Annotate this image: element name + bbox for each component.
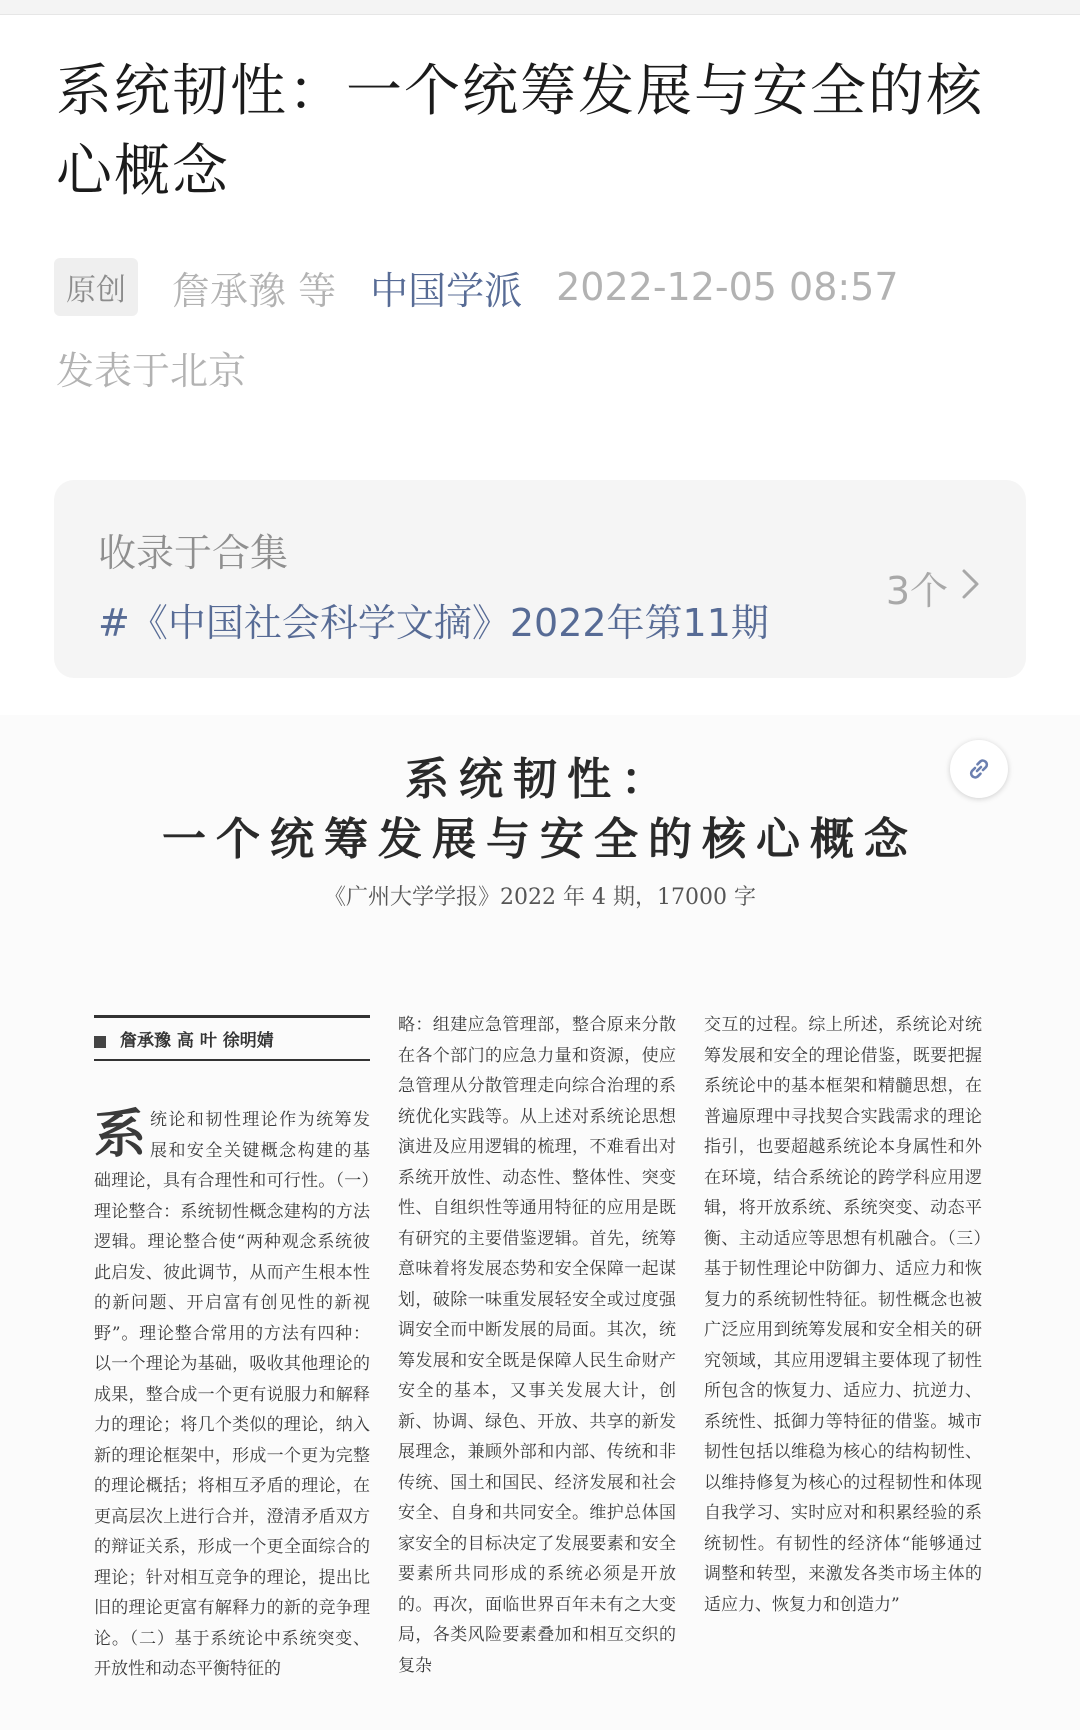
scan-column-1-text: 统论和韧性理论作为统筹发展和安全关键概念构建的基础理论，具有合理性和可行性。（一）理论整合：系统韧性概念建构的方法逻辑。理论整合使“两种观念系统彼此启发、彼此调节，从而产生根本性的新问题、开启富有创见性的新视野”。理论整合常用的方法有四种：以一个理论为基础，吸收其他理论的成果，整合成一个更有说服力和解释力的理论；将几个类似的理论，纳入新的理论框架中，形成一个更为完整的理论概括；将相互矛盾的理论，在更高层次上进行合并，澄清矛盾双方的辩证关系，形成一个更全面综合的理论；针对相互竞争的理论，提出比旧的理论更富有解释力的新的竞争理论。（二）基于系统论中系统突变、开放性和动态平衡特征的 [94, 1110, 370, 1679]
scan-column-3 [704, 1010, 982, 1620]
scan-column-1 [94, 1105, 370, 1685]
article-title: 系统韧性：一个统筹发展与安全的核心概念 [56, 59, 984, 204]
publish-datetime: 2022-12-05 08:57 [556, 265, 899, 309]
collection-count-button[interactable] [886, 560, 982, 615]
scan-title-line2: 一个统筹发展与安全的核心概念 [162, 814, 918, 865]
collection-card[interactable] [54, 480, 1026, 678]
scan-authors: 詹承豫 高 叶 徐明婧 [120, 1031, 274, 1051]
chevron-right-icon [960, 565, 982, 611]
author-name: 詹承豫 等 [172, 268, 337, 313]
scan-column-2 [398, 1010, 676, 1681]
square-bullet-icon [94, 1036, 106, 1048]
scan-column-3-text: 交互的过程。综上所述，系统论对统筹发展和安全的理论借鉴，既要把握系统论中的基本框架和精髓思想，在普遍原理中寻找契合实践需求的理论指引，也要超越系统论本身属性和外在环境，结合系统论的跨学科应用逻辑，将开放系统、系统突变、动态平衡、主动适应等思想有机融合。（三）基于韧性理论中防御力、适应力和恢复力的系统韧性特征。韧性概念也被广泛应用到统筹发展和安全相关的研究领域，其应用逻辑主要体现了韧性所包含的恢复力、适应力、抗逆力、系统性、抵御力等特征的借鉴。城市韧性包括以维稳为核心的结构韧性、以维持修复为核心的过程韧性和体现自我学习、实时应对和积累经验的系统韧性。有韧性的经济体“能够通过调整和转型，来激发各类市场主体的适应力、恢复力和创造力” [704, 1015, 982, 1615]
original-badge: 原创 [54, 258, 138, 316]
collection-count: 3个 [885, 569, 948, 613]
link-icon[interactable] [950, 740, 1008, 798]
publish-location: 发表于北京 [56, 349, 247, 393]
scan-source: 《广州大学学报》2022 年 4 期，17000 字 [324, 885, 756, 910]
scan-rule [94, 1015, 370, 1018]
scan-authors-box [94, 1015, 370, 1061]
scan-column-2-text: 略：组建应急管理部，整合原来分散在各个部门的应急力量和资源，使应急管理从分散管理走向综合治理的系统优化实践等。从上述对系统论思想演进及应用逻辑的梳理，不难看出对系统开放性、动态性、整体性、突变性、自组织性等通用特征的应用是既有研究的主要借鉴逻辑。首先，统筹意味着将发展态势和安全保障一起谋划，破除一味重发展轻安全或过度强调安全而中断发展的局面。其次，统筹发展和安全既是保障人民生命财产安全的基本，又事关发展大计，创新、协调、绿色、开放、共享的新发展理念，兼顾外部和内部、传统和非传统、国土和国民、经济发展和社会安全、自身和共同安全。维护总体国家安全的目标决定了发展要素和安全要素所共同形成的系统必须是开放的。再次，面临世界百年未有之大变局，各类风险要素叠加和相互交织的复杂 [398, 1015, 676, 1676]
collection-name-link[interactable]: #《中国社会科学文摘》2022年第11期 [98, 601, 769, 645]
scan-title-line1: 系统韧性： [405, 754, 675, 805]
scan-rule [94, 1059, 370, 1061]
article-meta [54, 258, 899, 316]
scanned-article-image [0, 715, 1080, 1730]
collection-label: 收录于合集 [98, 531, 289, 575]
top-divider [0, 0, 1080, 15]
account-name-link[interactable]: 中国学派 [370, 268, 523, 313]
scan-dropcap: 系 [94, 1104, 147, 1165]
